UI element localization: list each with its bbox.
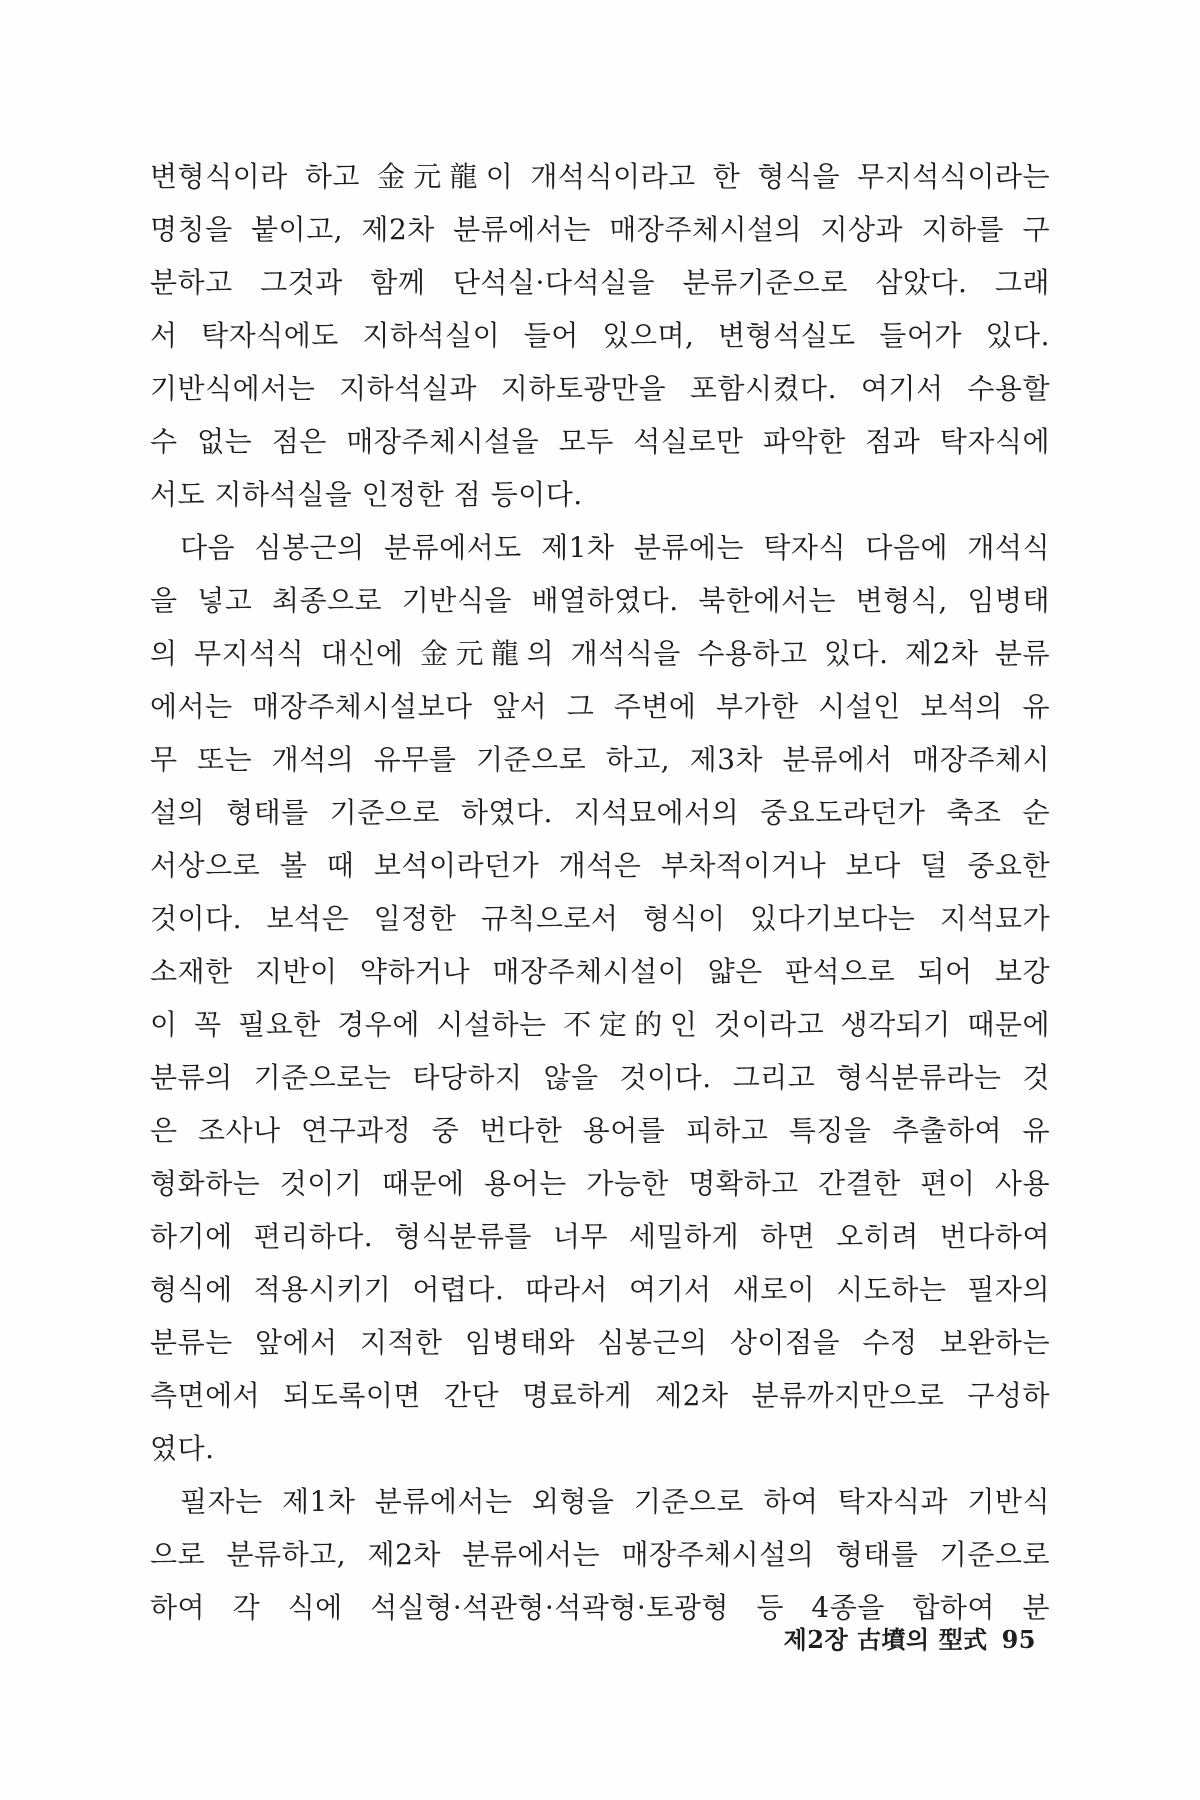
text-line: 분류는 앞에서 지적한 임병태와 심봉근의 상이점을 수정 보완하는 — [150, 1326, 1050, 1359]
page-number: 95 — [1001, 1625, 1036, 1654]
text-line: 명칭을 붙이고, 제2차 분류에서는 매장주체시설의 지상과 지하를 구 — [150, 213, 1050, 246]
text-line: 하기에 편리하다. 형식분류를 너무 세밀하게 하면 오히려 번다하여 — [150, 1220, 1050, 1253]
page-footer — [784, 1620, 1036, 1655]
text-line: 였다. — [150, 1432, 215, 1465]
text-line: 형식에 적용시키기 어렵다. 따라서 여기서 새로이 시도하는 필자의 — [150, 1273, 1050, 1306]
text-line: 변형식이라 하고 金元龍이 개석식이라고 한 형식을 무지석식이라는 — [150, 160, 1050, 193]
text-line: 으로 분류하고, 제2차 분류에서는 매장주체시설의 형태를 기준으로 — [150, 1538, 1050, 1571]
text-line: 필자는 제1차 분류에서는 외형을 기준으로 하여 탁자식과 기반식 — [180, 1485, 1050, 1518]
text-line: 기반식에서는 지하석실과 지하토광만을 포함시켰다. 여기서 수용할 — [150, 372, 1050, 405]
text-line: 다음 심봉근의 분류에서도 제1차 분류에는 탁자식 다음에 개석식 — [180, 531, 1050, 564]
text-line: 분류의 기준으로는 타당하지 않을 것이다. 그리고 형식분류라는 것 — [150, 1061, 1050, 1094]
text-line: 분하고 그것과 함께 단석실·다석실을 분류기준으로 삼았다. 그래 — [150, 266, 1050, 299]
text-line: 에서는 매장주체시설보다 앞서 그 주변에 부가한 시설인 보석의 유 — [150, 690, 1050, 723]
text-line: 은 조사나 연구과정 중 번다한 용어를 피하고 특징을 추출하여 유 — [150, 1114, 1050, 1147]
text-line: 서 탁자식에도 지하석실이 들어 있으며, 변형석실도 들어가 있다. — [150, 319, 1050, 352]
text-line: 을 넣고 최종으로 기반식을 배열하였다. 북한에서는 변형식, 임병태 — [150, 584, 1050, 617]
text-line: 설의 형태를 기준으로 하였다. 지석묘에서의 중요도라던가 축조 순 — [150, 796, 1050, 829]
running-head: 제2장 古墳의 型式 — [783, 1625, 988, 1654]
text-line: 서도 지하석실을 인정한 점 등이다. — [150, 478, 583, 511]
text-line: 무 또는 개석의 유무를 기준으로 하고, 제3차 분류에서 매장주체시 — [150, 743, 1050, 776]
text-line: 측면에서 되도록이면 간단 명료하게 제2차 분류까지만으로 구성하 — [150, 1379, 1050, 1412]
text-line: 것이다. 보석은 일정한 규칙으로서 형식이 있다기보다는 지석묘가 — [150, 902, 1050, 935]
text-line: 하여 각 식에 석실형·석관형·석곽형·토광형 등 4종을 합하여 분 — [150, 1591, 1050, 1624]
text-line: 소재한 지반이 약하거나 매장주체시설이 얇은 판석으로 되어 보강 — [150, 955, 1050, 988]
text-line: 수 없는 점은 매장주체시설을 모두 석실로만 파악한 점과 탁자식에 — [150, 425, 1050, 458]
text-line: 서상으로 볼 때 보석이라던가 개석은 부차적이거나 보다 덜 중요한 — [150, 849, 1050, 882]
text-line: 의 무지석식 대신에 金元龍의 개석식을 수용하고 있다. 제2차 분류 — [150, 637, 1050, 670]
text-line: 형화하는 것이기 때문에 용어는 가능한 명확하고 간결한 편이 사용 — [150, 1167, 1050, 1200]
body-text — [150, 150, 1050, 1634]
text-line: 이 꼭 필요한 경우에 시설하는 不定的인 것이라고 생각되기 때문에 — [150, 1008, 1050, 1041]
